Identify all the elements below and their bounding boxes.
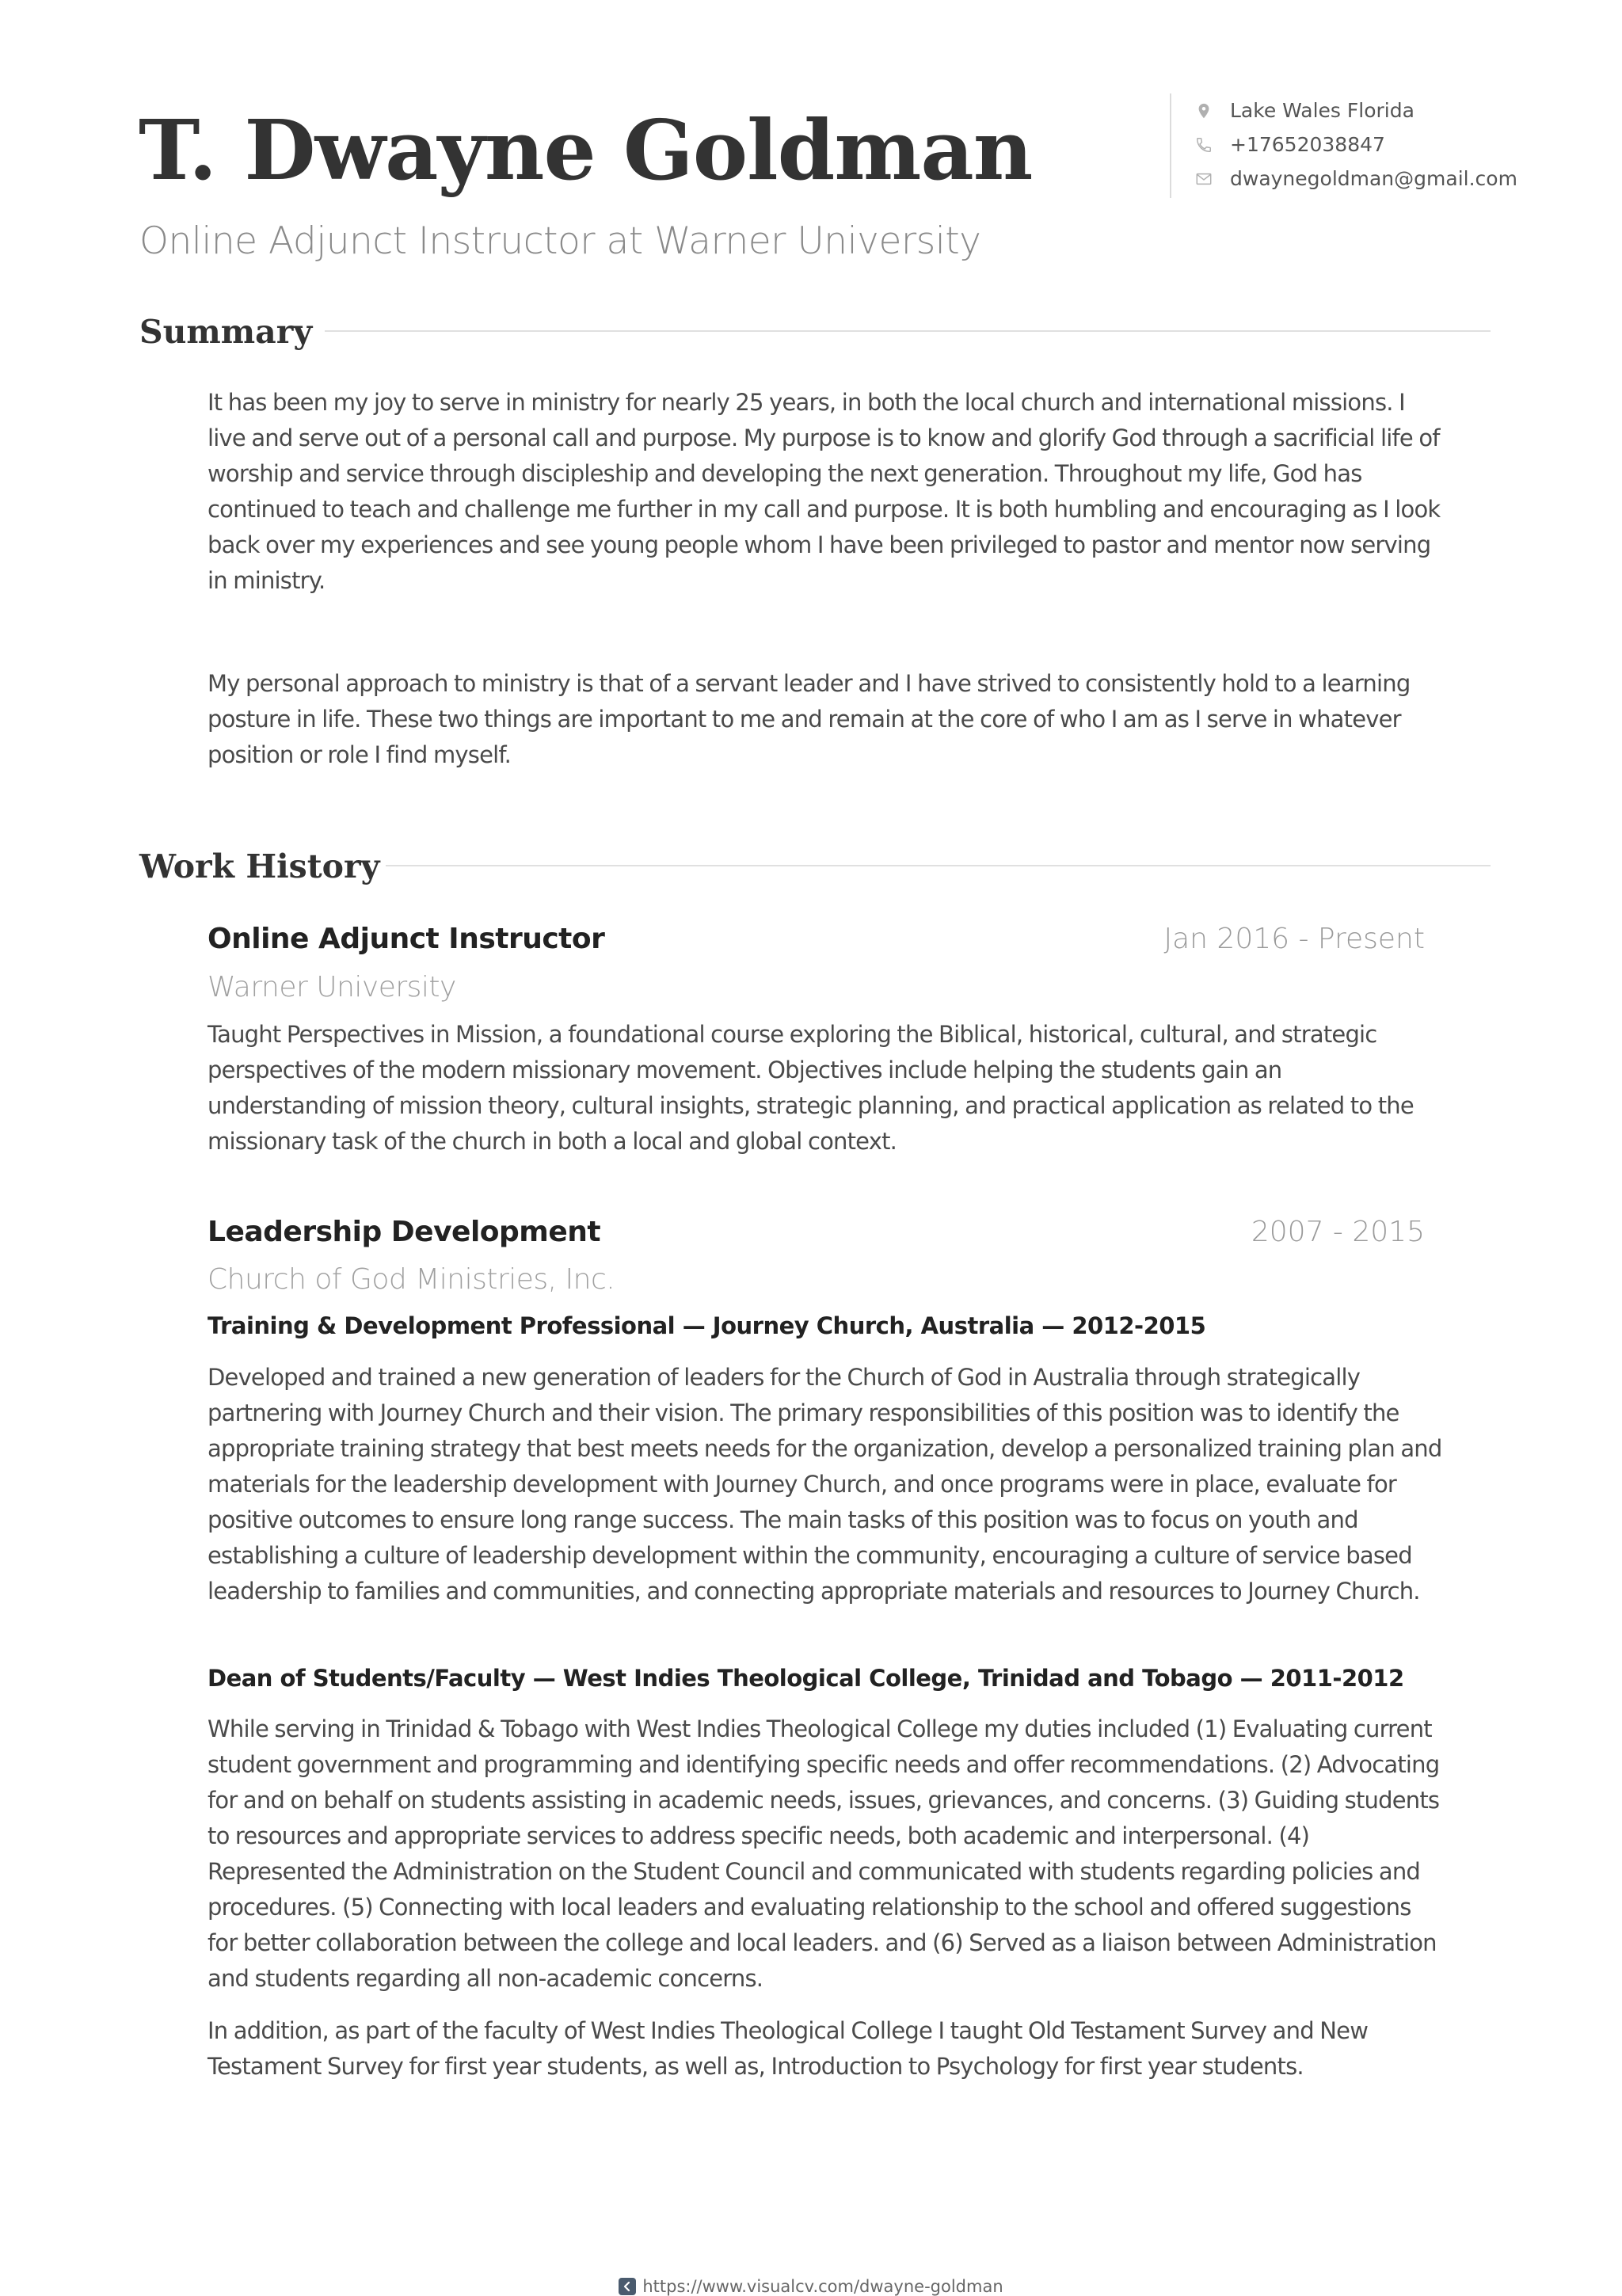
envelope-icon: [1195, 170, 1213, 188]
phone-text[interactable]: +17652038847: [1230, 133, 1385, 156]
location-text: Lake Wales Florida: [1230, 99, 1414, 122]
phone-icon: [1195, 136, 1213, 154]
contact-location: [1195, 93, 1517, 128]
job-dates: 2007 - 2015: [1251, 1216, 1425, 1248]
contact-block: [1170, 93, 1517, 198]
job-dates: Jan 2016 - Present: [1163, 923, 1425, 955]
job-company: Church of God Ministries, Inc.: [208, 1263, 615, 1296]
work-history-divider: [386, 865, 1491, 866]
candidate-headline: Online Adjunct Instructor at Warner University: [139, 219, 981, 263]
summary-paragraph-2: My personal approach to ministry is that of a servant leader and I have strived to consistently hold to a learning posture in life. These two things are important to me and remain at the core of who I am as I serve in whatever position or role I find myself.: [208, 670, 1411, 768]
candidate-name: T. Dwayne Goldman: [139, 101, 1033, 199]
role-heading: Training & Development Professional — Journey Church, Australia — 2012-2015: [208, 1312, 1206, 1339]
job-title: Online Adjunct Instructor: [208, 923, 605, 955]
summary-paragraph-1: It has been my joy to serve in ministry for nearly 25 years, in both the local church and international missions. I live and serve out of a personal call and purpose. My purpose is to know and glorify God through a sacrificial life of worship and service through discipleship and developing the next generation. Throughout my life, God has continued to teach and challenge me further in my call and purpose. It is both humbling and encouraging as I look back over my experiences and see young people whom I have been privileged to pastor and mentor now serving in ministry.: [208, 389, 1441, 594]
visualcv-logo-icon: [619, 2278, 636, 2295]
contact-phone: [1195, 128, 1517, 162]
role-description: Developed and trained a new generation of leaders for the Church of God in Australia through strategically partnering with Journey Church and their vision. The primary responsibilities of this position was to identify the appropriate training strategy that best meets needs for the organization, develop a personalized training plan and materials for the leadership development with Journey Church, and once programs were in place, evaluate for positive outcomes to ensure long range success. The main tasks of this position was to focus on youth and establishing a culture of leadership development within the community, encouraging a culture of service based leadership to families and communities, and connecting appropriate materials and resources to Journey Church.: [208, 1364, 1442, 1605]
job-title: Leadership Development: [208, 1216, 601, 1248]
role-description-additional: In addition, as part of the faculty of West Indies Theological College I taught Old Testament Survey and New Testament Survey for first year students, as well as, Introduction to Psychology for first year students.: [208, 2017, 1369, 2080]
role-heading: Dean of Students/Faculty — West Indies Theological College, Trinidad and Tobago — 2011-2012: [208, 1665, 1404, 1692]
footer: [0, 2277, 1622, 2296]
job-description: Taught Perspectives in Mission, a foundational course exploring the Biblical, historical, cultural, and strategic perspectives of the modern missionary movement. Objectives include helping the students gain an understanding of mission theory, cultural insights, strategic planning, and practical application as related to the missionary task of the church in both a local and global context.: [208, 1021, 1414, 1155]
email-link[interactable]: dwaynegoldman@gmail.com: [1230, 167, 1517, 190]
work-history-heading: Work History: [139, 847, 380, 885]
contact-email: [1195, 162, 1517, 196]
summary-heading: Summary: [139, 313, 313, 351]
summary-divider: [325, 330, 1491, 332]
map-pin-icon: [1195, 102, 1213, 120]
role-description: While serving in Trinidad & Tobago with West Indies Theological College my duties included (1) Evaluating current student government and programming and identifying specific needs and offer recommendations. (2) Advocating for and on behalf on students assisting in academic needs, issues, grievances, and concerns. (3) Guiding students to resources and appropriate services to address specific needs, both academic and interpersonal. (4) Represented the Administration on the Student Council and communicated with students regarding policies and procedures. (5) Connecting with local leaders and evaluating relationship to the school and offered suggestions for better collaboration between the college and local leaders. and (6) Served as a liaison between Administration and students regarding all non-academic concerns.: [208, 1715, 1440, 1992]
job-company: Warner University: [208, 971, 456, 1003]
profile-url-link[interactable]: https://www.visualcv.com/dwayne-goldman: [642, 2277, 1003, 2296]
